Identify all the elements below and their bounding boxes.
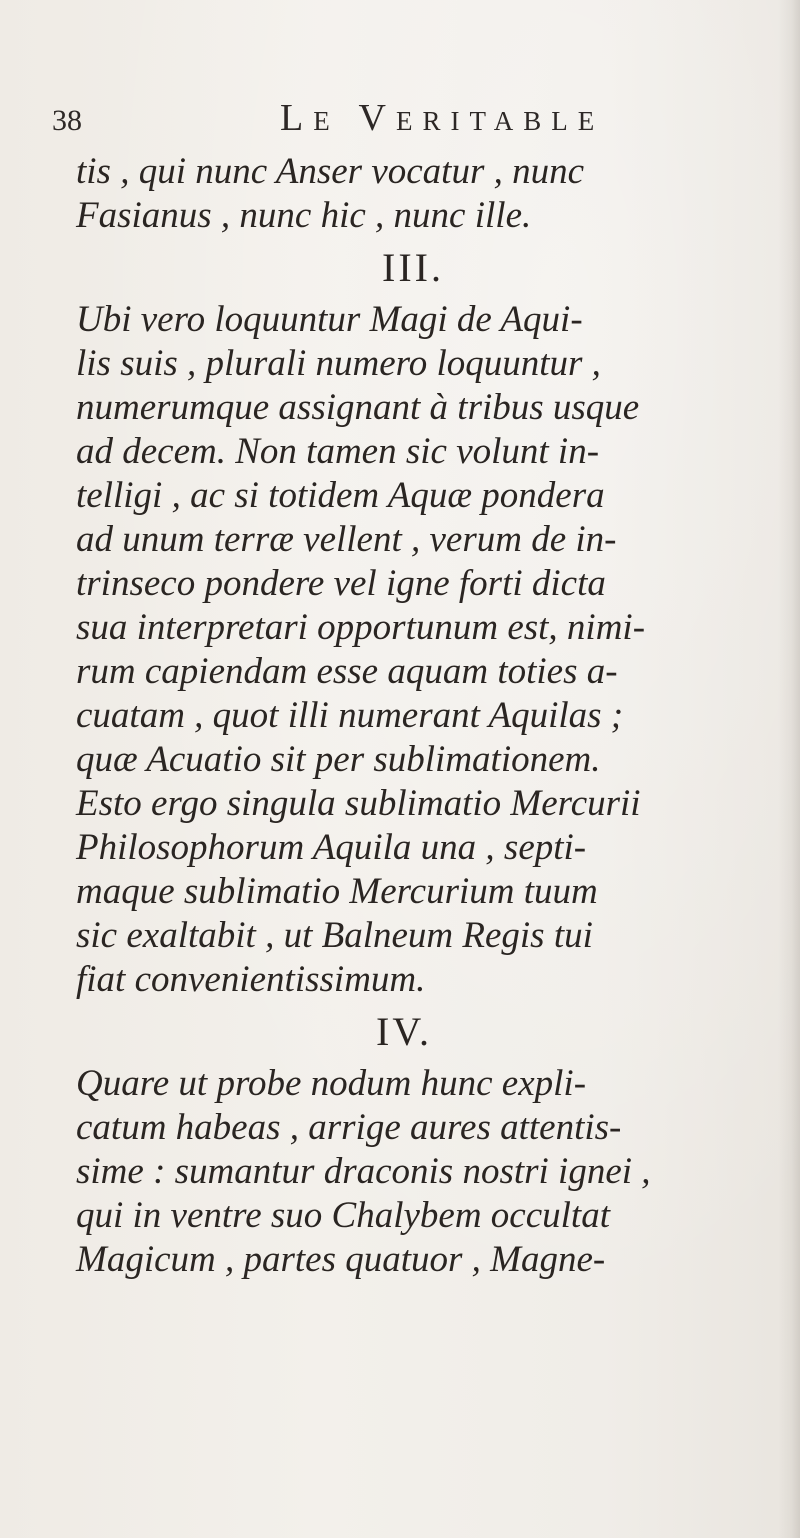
text-line: Philosophorum Aquila una , septi- xyxy=(76,827,587,868)
page-header xyxy=(52,96,752,146)
text-line: quæ Acuatio sit per sublimationem. xyxy=(76,739,601,780)
text-line: fiat convenientissimum. xyxy=(76,959,426,1000)
text-line: Fasianus , nunc hic , nunc ille. xyxy=(76,195,532,236)
text-line: tis , qui nunc Anser vocatur , nunc xyxy=(76,151,585,192)
text-line: sua interpretari opportunum est, nimi- xyxy=(76,607,646,648)
text-line: qui in ventre suo Chalybem occultat xyxy=(76,1195,610,1236)
running-title: Le Veritable xyxy=(280,97,605,139)
text-line: sime : sumantur draconis nostri ignei , xyxy=(76,1151,651,1192)
text-line: ad decem. Non tamen sic volunt in- xyxy=(76,431,600,472)
page-edge-shadow xyxy=(778,0,800,1538)
text-line: telligi , ac si totidem Aquæ pondera xyxy=(76,475,605,516)
text-line: trinseco pondere vel igne forti dicta xyxy=(76,563,606,604)
page-number: 38 xyxy=(52,104,82,137)
text-line: catum habeas , arrige aures attentis- xyxy=(76,1107,622,1148)
text-line: Ubi vero loquuntur Magi de Aqui- xyxy=(76,299,583,340)
text-line: maque sublimatio Mercurium tuum xyxy=(76,871,598,912)
section-heading-iii: III. xyxy=(382,245,444,290)
text-line: sic exaltabit , ut Balneum Regis tui xyxy=(76,915,593,956)
text-line: Esto ergo singula sublimatio Mercurii xyxy=(76,783,641,824)
text-line: ad unum terræ vellent , verum de in- xyxy=(76,519,617,560)
text-line: lis suis , plurali numero loquuntur , xyxy=(76,343,601,384)
text-line: Magicum , partes quatuor , Magne- xyxy=(76,1239,606,1280)
text-line: numerumque assignant à tribus usque xyxy=(76,387,640,428)
section-heading-iv: IV. xyxy=(376,1009,433,1054)
text-line: cuatam , quot illi numerant Aquilas ; xyxy=(76,695,624,736)
text-line: rum capiendam esse aquam toties a- xyxy=(76,651,618,692)
body-text xyxy=(76,150,766,1282)
text-line: Quare ut probe nodum hunc expli- xyxy=(76,1063,587,1104)
